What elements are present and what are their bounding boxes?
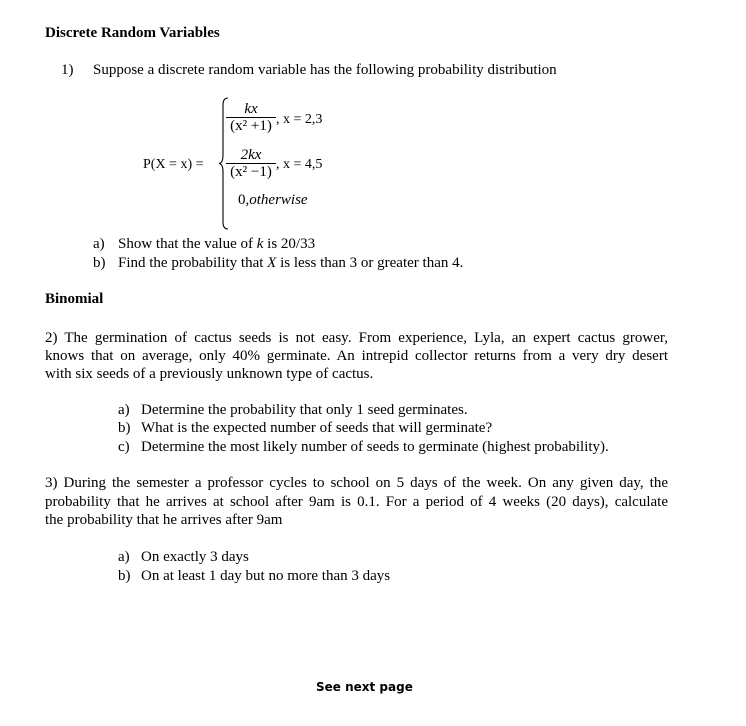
case1-denominator: (x² +1) [230, 118, 272, 134]
q3-part-a-label: a) [118, 549, 130, 565]
q3-line: the probability that he arrives after 9am [45, 512, 283, 528]
case1-fraction [226, 101, 276, 134]
q3-part-a: On exactly 3 days [141, 549, 249, 565]
section-title-discrete: Discrete Random Variables [45, 25, 220, 41]
case1-condition: , x = 2,3 [276, 112, 323, 127]
q3-line: probability that he arrives at school after 9am is 0.1. For a period of 4 weeks (20 days), calculate [45, 494, 668, 510]
case1-numerator: kx [244, 101, 258, 117]
case3-otherwise: otherwise [249, 192, 308, 208]
case2-fraction [226, 147, 276, 180]
case3-zero: 0, [238, 192, 250, 208]
q2-part-b-label: b) [118, 420, 131, 436]
q1-part-a-label: a) [93, 236, 105, 252]
q3-line: 3) During the semester a professor cycles to school on 5 days of the week. On any given day, the [45, 475, 668, 491]
case2-denominator: (x² −1) [230, 164, 272, 180]
q1-number: 1) [61, 62, 74, 78]
q1-part-a: Show that the value of k is 20/33 [118, 236, 316, 252]
case2-condition: , x = 4,5 [276, 157, 323, 172]
case3 [238, 191, 308, 209]
q2-line: knows that on average, only 40% germinate. An intrepid collector returns from a very dry desert [45, 348, 668, 364]
section-title-binomial: Binomial [45, 291, 104, 307]
q2-part-b: What is the expected number of seeds that will germinate? [141, 420, 493, 436]
q1-part-b: Find the probability that X is less than 3 or greater than 4. [118, 255, 464, 271]
footer-see-next-page: See next page [316, 680, 413, 694]
q2-line: 2) The germination of cactus seeds is not easy. From experience, Lyla, an expert cactus grower, [45, 330, 668, 346]
q2-line: with six seeds of a previously unknown type of cactus. [45, 366, 374, 382]
q2-part-c-label: c) [118, 439, 130, 455]
q2-part-a-label: a) [118, 402, 130, 418]
q2-part-c: Determine the most likely number of seeds to germinate (highest probability). [141, 439, 609, 455]
case2-numerator: 2kx [240, 147, 262, 163]
q3-part-b-label: b) [118, 568, 131, 584]
q3-part-b: On at least 1 day but no more than 3 days [141, 568, 391, 584]
q2-part-a: Determine the probability that only 1 seed germinates. [141, 402, 468, 418]
q1-text: Suppose a discrete random variable has the following probability distribution [93, 62, 557, 78]
q1-part-b-label: b) [93, 255, 106, 271]
formula-lhs: P(X = x) = [143, 157, 204, 172]
